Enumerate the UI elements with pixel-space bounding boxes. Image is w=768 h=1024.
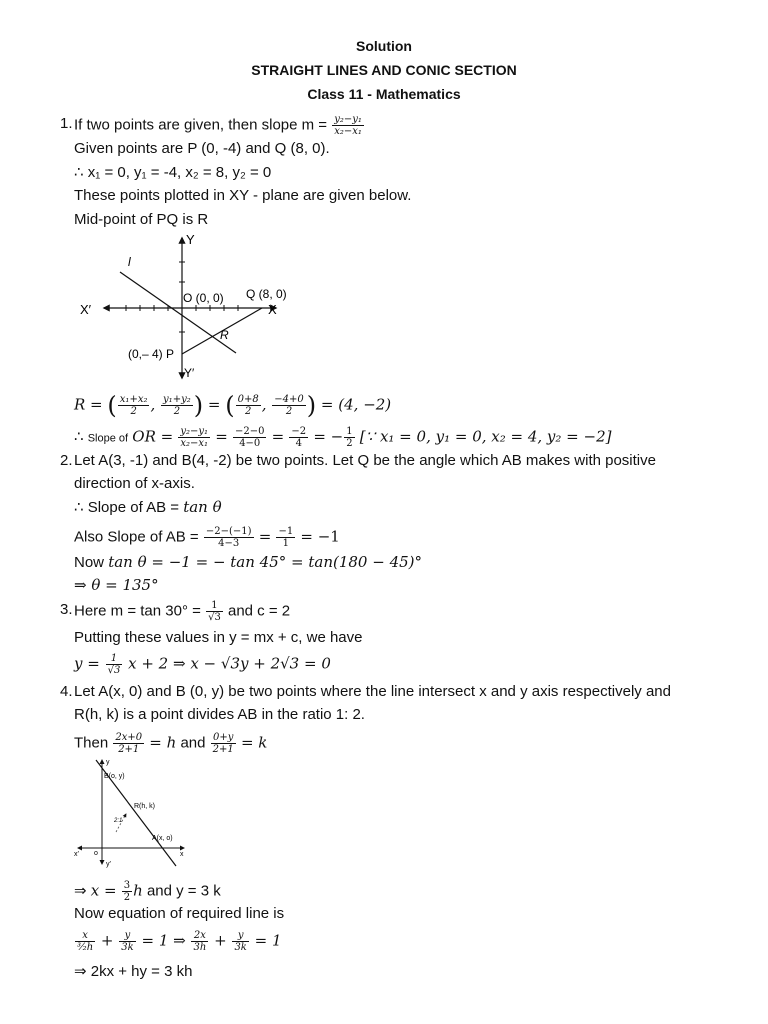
- q4-point-a-label: A(x, o): [152, 835, 173, 842]
- q4-point-r-label: R(h, k): [134, 803, 155, 810]
- q1-slope-or-line: ∴ Slope of OR = $\frac{\text{y₂−y₁}}{\text{x₂−x₁}}$ = $\frac{-2-0}{4-0}$ = $\frac{-2}{4}$ = − $\frac{1}{2}$ [∵ x₁ = 0, y₁ = 0, x₂ = 4, y₂ = −2]: [74, 426, 612, 449]
- q2-line-6: ⇒ θ = 135°: [74, 576, 159, 594]
- point-q-label: Q (8, 0): [246, 287, 287, 301]
- q4-x-neg-label: x′: [74, 851, 79, 858]
- q4-line-6: $\frac{x}{\text{³⁄₂h}}$ + $\frac{y}{3k}$ = 1 ⇒ $\frac{2x}{3h}$ + $\frac{y}{3k}$ = 1: [77, 930, 282, 953]
- q2-line-1: Let A(3, -1) and B(4, -2) be two points. Let Q be the angle which AB makes with positive: [74, 452, 656, 469]
- question-4-number: 4.: [60, 683, 73, 700]
- y-neg-label: Y′: [184, 366, 195, 380]
- q1-slope-fraction: $\frac{\text{y₂−y₁}}{\text{x₂−x₁}}$: [334, 114, 362, 137]
- q1-line-5: Mid-point of PQ is R: [74, 211, 209, 228]
- origin-label: O (0, 0): [183, 291, 224, 305]
- q4-ratio-label: 2:1: [114, 818, 123, 824]
- q4-y-neg-label: y′: [106, 861, 111, 868]
- q1-slope-text: If two points are given, then slope m =: [74, 116, 328, 134]
- q3-line-1: Here m = tan 30° = $\frac{1}{√3}$ and c = 2: [74, 600, 291, 623]
- q4-origin-label: o: [94, 850, 98, 857]
- q4-line-1: Let A(x, 0) and B (0, y) be two points where the line intersect x and y axis respectively and: [74, 683, 671, 700]
- solution-heading: Solution: [356, 38, 412, 54]
- q1-line-3: ∴ x₁ = 0, y₁ = -4, x₂ = 8, y₂ = 0: [74, 164, 272, 181]
- chapter-title: STRAIGHT LINES AND CONIC SECTION: [251, 62, 517, 78]
- q4-line-7: ⇒ 2kx + hy = 3 kh: [74, 963, 193, 980]
- question-2-number: 2.: [60, 452, 73, 469]
- line-l: [120, 272, 236, 353]
- q1-line-1: [74, 114, 365, 137]
- y-axis-label: Y: [186, 232, 195, 247]
- class-subtitle: Class 11 - Mathematics: [307, 86, 461, 102]
- q3-line-2: Putting these values in y = mx + c, we have: [74, 629, 363, 646]
- q2-line-3: ∴ Slope of AB = tan θ: [74, 498, 222, 516]
- q4-line-5: Now equation of required line is: [74, 905, 285, 922]
- q3-line-3: y = $\frac{1}{√3}$ x + 2 ⇒ x − √3y + 2√3 = 0: [74, 653, 331, 676]
- point-p-label: (0,– 4) P: [128, 347, 175, 361]
- q1-line-2: Given points are P (0, -4) and Q (8, 0).: [74, 140, 330, 157]
- q2-line-5: Now tan θ = −1 = − tan 45° = tan(180 − 45)°: [74, 553, 423, 571]
- q4-y-label: y: [106, 759, 110, 766]
- q4-line-4: ⇒ x = $\frac{3}{2}$ h and y = 3 k: [74, 880, 221, 903]
- q1-line-4: These points plotted in XY - plane are given below.: [74, 187, 412, 204]
- x-neg-label: X′: [80, 302, 92, 317]
- q2-line-4: Also Slope of AB = $\frac{-2-(-1)}{4-3}$ = $\frac{-1}{1}$ = −1: [74, 526, 340, 549]
- q2-line-2: direction of x-axis.: [74, 475, 195, 492]
- q4-line-3: Then $\frac{2x+0}{2+1}$ = h and $\frac{0+y}{2+1}$ = k: [74, 732, 268, 755]
- question-1-number: 1.: [60, 115, 73, 132]
- q4-line-2: R(h, k) is a point divides AB in the ratio 1: 2.: [74, 706, 365, 723]
- q1-midpoint-formula: R = ( $\frac{\text{x₁+x₂}}{2}$ , $\frac{\text{y₁+y₂}}{2}$ ) = ( $\frac{0+8}{2}$ , $\frac{-4+0}{2}$ ) = (4, −2): [74, 391, 392, 420]
- q1-coordinate-graph: [80, 232, 300, 382]
- question-3-number: 3.: [60, 601, 73, 618]
- q4-intercept-graph: [72, 756, 188, 870]
- q4-x-label: x: [180, 851, 184, 858]
- line-l-label: l: [128, 255, 131, 269]
- x-axis-label: X: [268, 302, 277, 317]
- q4-point-b-label: B(o, y): [104, 773, 125, 780]
- point-r-label: R: [220, 328, 229, 342]
